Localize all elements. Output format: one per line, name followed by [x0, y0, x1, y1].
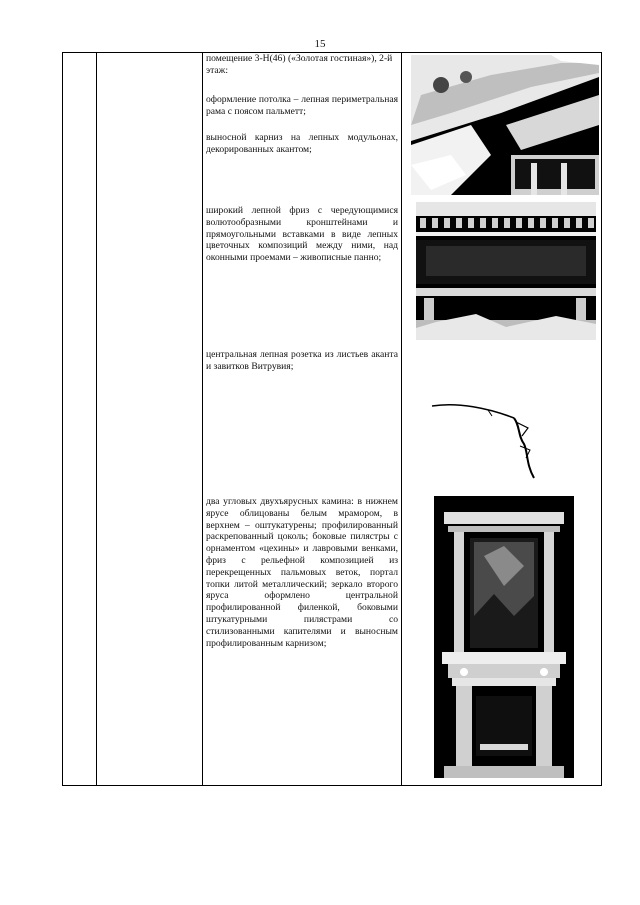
fireplace-description: два угловых двухъярусных камина: в нижнем ярусе облицованы белым мрамором, в верхнем – оштукатурены; профилированный раскрепованный цоколь; боковые пилястры с орнаментом «цехины» и лавровыми венками, фриз с рельефной композицией из перекрещенных пальмовых веток, портал топки литой металлический; зеркало второго яруса оформлено центральной профилированной филенкой, боковыми штукатурными пилястрами со стилизованными капителями и выносным профилированным карнизом; — [206, 496, 398, 649]
fireplace-photo — [434, 496, 574, 778]
room-heading: помещение 3-Н(46) («Золотая гостиная»), 2-й этаж: — [206, 53, 393, 76]
cornice-description: выносной карниз на лепных модульонах, декорированных акантом; — [206, 132, 398, 155]
column-divider — [96, 53, 97, 785]
page-number: 15 — [314, 38, 326, 50]
frieze-description: широкий лепной фриз с чередующимися волютообразными кронштейнами и прямоугольными вставками в виде лепных цветочных композиций между ними, над оконными проемами – живописные панно; — [206, 205, 398, 264]
column-divider — [202, 53, 203, 785]
ceiling-cornice-photo — [411, 55, 599, 195]
rosette-photo — [428, 392, 558, 480]
column-divider — [401, 53, 402, 785]
rosette-description: центральная лепная розетка из листьев аканта и завитков Витрувия; — [206, 349, 398, 372]
frieze-photo — [416, 202, 596, 340]
ceiling-description: оформление потолка – лепная периметральная рама с поясом пальметт; — [206, 94, 398, 117]
